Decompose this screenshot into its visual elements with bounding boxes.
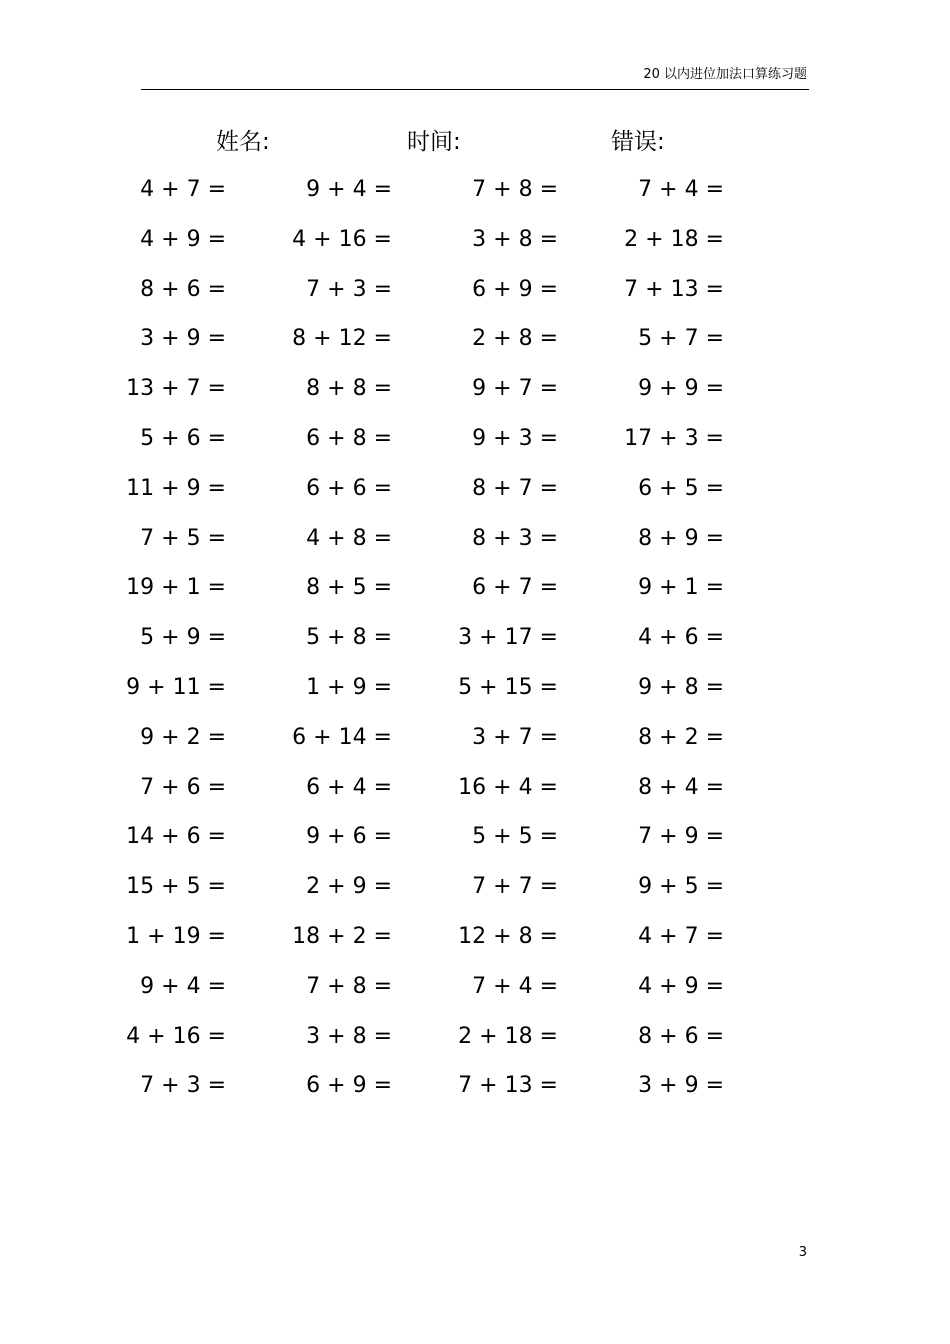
problem-r18-c2: 3 + 8 =: [306, 1024, 392, 1049]
problem-r9-c4: 9 + 1 =: [638, 575, 724, 600]
problem-r18-c3: 2 + 18 =: [458, 1024, 558, 1049]
problem-r16-c2: 18 + 2 =: [292, 924, 392, 949]
problem-r19-c3: 7 + 13 =: [458, 1073, 558, 1098]
problem-r2-c1: 4 + 9 =: [140, 227, 226, 252]
problem-r8-c3: 8 + 3 =: [472, 526, 558, 551]
problem-r11-c1: 9 + 11 =: [126, 675, 226, 700]
problem-r4-c2: 8 + 12 =: [292, 326, 392, 351]
problem-r12-c4: 8 + 2 =: [638, 725, 724, 750]
problem-r7-c4: 6 + 5 =: [638, 476, 724, 501]
problem-r2-c4: 2 + 18 =: [624, 227, 724, 252]
problem-r19-c2: 6 + 9 =: [306, 1073, 392, 1098]
problem-r13-c3: 16 + 4 =: [458, 775, 558, 800]
problem-r7-c1: 11 + 9 =: [126, 476, 226, 501]
problem-r5-c1: 13 + 7 =: [126, 376, 226, 401]
problem-r3-c2: 7 + 3 =: [306, 277, 392, 302]
problem-r11-c3: 5 + 15 =: [458, 675, 558, 700]
header-title: 20 以内进位加法口算练习题: [643, 67, 807, 82]
problem-r10-c3: 3 + 17 =: [458, 625, 558, 650]
problem-r14-c2: 9 + 6 =: [306, 824, 392, 849]
problem-r1-c3: 7 + 8 =: [472, 177, 558, 202]
problem-r16-c3: 12 + 8 =: [458, 924, 558, 949]
problem-r13-c2: 6 + 4 =: [306, 775, 392, 800]
problem-r4-c3: 2 + 8 =: [472, 326, 558, 351]
problem-r3-c4: 7 + 13 =: [624, 277, 724, 302]
problem-r9-c1: 19 + 1 =: [126, 575, 226, 600]
problem-r17-c1: 9 + 4 =: [140, 974, 226, 999]
problem-r15-c2: 2 + 9 =: [306, 874, 392, 899]
problem-r1-c4: 7 + 4 =: [638, 177, 724, 202]
problem-r2-c2: 4 + 16 =: [292, 227, 392, 252]
problem-r17-c4: 4 + 9 =: [638, 974, 724, 999]
problem-r18-c1: 4 + 16 =: [126, 1024, 226, 1049]
name-label: 姓名:: [216, 129, 270, 155]
problem-r5-c4: 9 + 9 =: [638, 376, 724, 401]
problem-r16-c1: 1 + 19 =: [126, 924, 226, 949]
problem-r12-c2: 6 + 14 =: [292, 725, 392, 750]
page-number: 3: [798, 1245, 807, 1260]
problem-r1-c2: 9 + 4 =: [306, 177, 392, 202]
problem-r1-c1: 4 + 7 =: [140, 177, 226, 202]
problem-r10-c1: 5 + 9 =: [140, 625, 226, 650]
problem-r9-c2: 8 + 5 =: [306, 575, 392, 600]
problem-r18-c4: 8 + 6 =: [638, 1024, 724, 1049]
problem-r17-c2: 7 + 8 =: [306, 974, 392, 999]
problem-r14-c4: 7 + 9 =: [638, 824, 724, 849]
problem-r8-c1: 7 + 5 =: [140, 526, 226, 551]
problem-r5-c2: 8 + 8 =: [306, 376, 392, 401]
problem-r11-c2: 1 + 9 =: [306, 675, 392, 700]
problem-r15-c4: 9 + 5 =: [638, 874, 724, 899]
problem-r6-c4: 17 + 3 =: [624, 426, 724, 451]
problem-r7-c2: 6 + 6 =: [306, 476, 392, 501]
problem-r14-c3: 5 + 5 =: [472, 824, 558, 849]
problem-r19-c1: 7 + 3 =: [140, 1073, 226, 1098]
problem-r4-c1: 3 + 9 =: [140, 326, 226, 351]
problem-r10-c2: 5 + 8 =: [306, 625, 392, 650]
problem-r7-c3: 8 + 7 =: [472, 476, 558, 501]
header-divider: [141, 89, 809, 90]
problem-r13-c1: 7 + 6 =: [140, 775, 226, 800]
problem-r15-c3: 7 + 7 =: [472, 874, 558, 899]
problem-r6-c2: 6 + 8 =: [306, 426, 392, 451]
problem-r11-c4: 9 + 8 =: [638, 675, 724, 700]
error-label: 错误:: [611, 129, 665, 155]
problem-r14-c1: 14 + 6 =: [126, 824, 226, 849]
problem-r17-c3: 7 + 4 =: [472, 974, 558, 999]
problem-r16-c4: 4 + 7 =: [638, 924, 724, 949]
problem-r12-c1: 9 + 2 =: [140, 725, 226, 750]
problem-r10-c4: 4 + 6 =: [638, 625, 724, 650]
problem-r19-c4: 3 + 9 =: [638, 1073, 724, 1098]
problem-r6-c3: 9 + 3 =: [472, 426, 558, 451]
problem-r15-c1: 15 + 5 =: [126, 874, 226, 899]
problem-r3-c3: 6 + 9 =: [472, 277, 558, 302]
problem-r8-c4: 8 + 9 =: [638, 526, 724, 551]
problem-r8-c2: 4 + 8 =: [306, 526, 392, 551]
problem-r9-c3: 6 + 7 =: [472, 575, 558, 600]
problem-r3-c1: 8 + 6 =: [140, 277, 226, 302]
problem-r2-c3: 3 + 8 =: [472, 227, 558, 252]
problem-r13-c4: 8 + 4 =: [638, 775, 724, 800]
problem-r4-c4: 5 + 7 =: [638, 326, 724, 351]
problem-r6-c1: 5 + 6 =: [140, 426, 226, 451]
problem-r12-c3: 3 + 7 =: [472, 725, 558, 750]
time-label: 时间:: [407, 129, 461, 155]
problem-r5-c3: 9 + 7 =: [472, 376, 558, 401]
